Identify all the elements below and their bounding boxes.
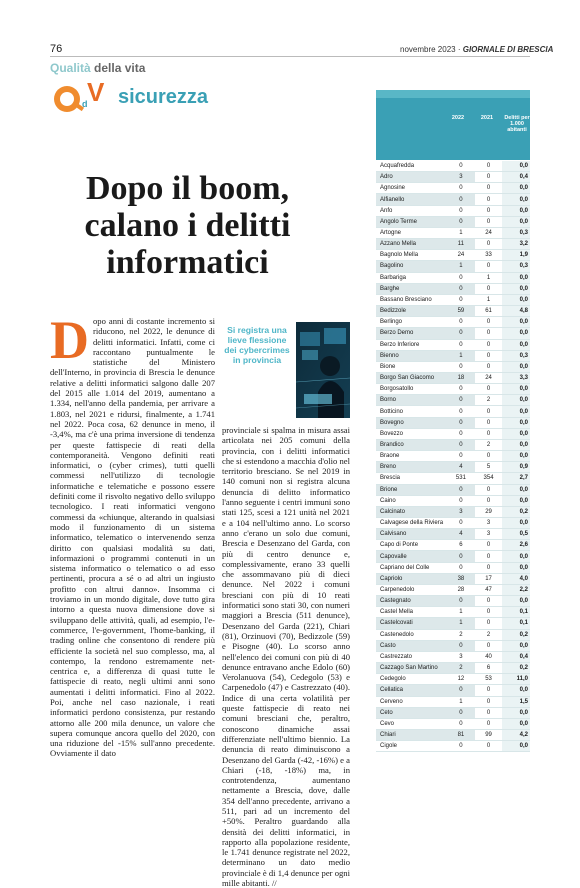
delitti-2021: 0	[486, 720, 491, 727]
delitti-2022: 0	[459, 207, 463, 214]
delitti-2022: 0	[447, 708, 475, 718]
delitti-per-1000: 0,0	[502, 384, 530, 394]
delitti-2022: 0	[447, 395, 475, 405]
column-header-2021: 2021	[480, 115, 494, 121]
delitti-2022: 4	[447, 529, 475, 539]
delitti-2021: 0	[486, 218, 491, 225]
delitti-2021: 1	[486, 296, 491, 303]
table-row	[376, 161, 530, 172]
issue-date-line	[400, 45, 553, 54]
kicker-part1: Qualità	[50, 61, 91, 75]
delitti-per-1000: 0,3	[502, 228, 530, 238]
delitti-per-1000: 0,2	[502, 663, 530, 673]
municipality-name: Botticino	[380, 408, 404, 415]
delitti-2022: 0	[459, 319, 463, 326]
delitti-per-1000: 0,4	[502, 172, 530, 182]
municipality-name: Calcinato	[376, 507, 447, 517]
delitti-per-1000: 0,9	[502, 462, 530, 472]
municipality-name: Castrezzato	[380, 653, 413, 660]
delitti-per-1000: 11,0	[502, 674, 530, 684]
table-row	[376, 563, 530, 574]
municipality-name: Capovalle	[376, 551, 447, 561]
hacker-photo	[296, 322, 350, 418]
delitti-2021: 0	[486, 386, 491, 393]
delitti-per-1000: 0,0	[502, 183, 530, 193]
table-row	[376, 194, 530, 205]
column-header-2022: 2022	[451, 115, 465, 121]
table-row	[376, 652, 530, 663]
delitti-2021: 40	[485, 653, 492, 660]
municipality-name: Cevo	[380, 720, 395, 727]
delitti-per-1000: 0,0	[502, 563, 530, 573]
table-row	[376, 618, 530, 629]
delitti-2022: 59	[447, 306, 475, 316]
table-row	[376, 585, 530, 596]
table-row	[376, 741, 530, 752]
delitti-2021: 0	[486, 542, 491, 549]
municipality-name: Anfo	[380, 207, 393, 214]
municipality-name: Brescia	[380, 475, 401, 482]
delitti-2021: 24	[485, 230, 492, 237]
delitti-per-1000: 0,0	[502, 440, 530, 450]
header-separator: ·	[457, 45, 461, 54]
municipality-name: Berlingo	[380, 319, 403, 326]
delitti-2022: 0	[447, 194, 475, 204]
table-row	[376, 607, 530, 618]
delitti-2021: 0	[486, 687, 491, 694]
table-row	[376, 518, 530, 529]
table-row	[376, 507, 530, 518]
delitti-per-1000: 1,9	[502, 250, 530, 260]
municipality-name: Cellatica	[376, 685, 447, 695]
drop-cap: D	[50, 310, 89, 370]
table-row	[376, 719, 530, 730]
delitti-2021: 0	[486, 263, 491, 270]
table-row	[376, 239, 530, 250]
delitti-per-1000: 0,0	[502, 194, 530, 204]
municipality-name: Capriolo	[376, 574, 447, 584]
delitti-per-1000: 0,4	[502, 652, 530, 662]
municipality-name: Azzano Mella	[376, 239, 447, 249]
delitti-per-1000: 0,0	[502, 485, 530, 495]
municipality-name: Bassano Bresciano	[380, 296, 432, 303]
municipality-name: Brandico	[376, 440, 447, 450]
table-row	[376, 172, 530, 183]
publication-name: GIORNALE DI BRESCIA	[462, 45, 554, 54]
municipality-name: Angolo Terme	[376, 217, 447, 227]
delitti-2021: 0	[486, 642, 491, 649]
delitti-2022: 0	[459, 720, 463, 727]
delitti-2021: 0	[486, 363, 491, 370]
table-row	[376, 317, 530, 328]
delitti-per-1000: 0,3	[502, 261, 530, 271]
table-row	[376, 351, 530, 362]
table-row	[376, 373, 530, 384]
delitti-2022: 28	[457, 587, 465, 594]
delitti-2021: 0	[486, 330, 491, 337]
delitti-2022: 0	[447, 485, 475, 495]
delitti-2021: 0	[486, 319, 491, 326]
article-text-1: opo anni di costante incremento si riducono, nel 2022, le denunce di delitti informatici. Infatti, come ci raccontano puntualmente le statistiche del Ministero dell'Interno, in provincia di Brescia le denunce relative a delitti informatici salgono dalle 207 del 2015 alle 1.014 del 2019, aumentano a 1.334, nell'anno della pandemia, per arrivare a 1.803, nel 2021 e ridursi, finalmente, a 1.741 nel 2022. Poca cosa, 62 denunce in meno, il -3,4%, ma c'è una prima inversione di tendenza per queste fattispecie di reati della contemporaneità. Vengono definiti reati informatici, o (cyber crimes), tutti quelli commessi nell'utilizzo di tecnologie informatiche e telematiche e possono essere definiti come il risvolto negativo dello sviluppo tecnologico. I reati informatici vengono commessi da «chiunque, alterando in qualsiasi modo il funzionamento di un sistema informatico, telematico o intervenendo senza diritto con qualsiasi modalità su dati, informazioni o programmi contenuti in un sistema informatico o telematico o ad esso pertinenti, procura a sé o ad altri un ingiusto profitto con altrui danno». Insomma ci troviamo in un mondo digitale, dove tutto gira intorno a questa nuova dimensione dove si sviluppano delle attività, quali, ad esempio, l'e-commerce, l'e-government, l'home-banking, il trading online che consentono di rendere più efficiente la società nel suo complesso, ma, al contempo, la rendono estremamente net-centrica e, a differenza di quasi tutte le fattispecie di reato, negli ultimi anni sono aumentati i delitti informatici. Fino al 2022. Poi, anche nel caso nazionale, i reati informatici perdono consistenza, pur restando attorno alle 200 mila denunce, un valore che supera comunque ancora quello del 2020, con una riduzione del -15% sull'anno precedente. Ovviamente il dato	[50, 316, 215, 759]
delitti-per-1000: 0,0	[502, 317, 530, 327]
table-row	[376, 674, 530, 685]
table-row	[376, 183, 530, 194]
municipality-name: Bienno	[376, 351, 447, 361]
qdv-logo-d: d	[82, 99, 88, 109]
municipality-name: Capriano del Colle	[380, 564, 430, 571]
table-row	[376, 206, 530, 217]
delitti-per-1000: 4,0	[502, 574, 530, 584]
municipality-name: Adro	[376, 172, 447, 182]
table-row	[376, 641, 530, 652]
municipality-name: Castel Mella	[380, 609, 414, 616]
delitti-per-1000: 0,0	[502, 551, 530, 561]
headline: Dopo il boom, calano i delitti informatici	[84, 170, 291, 281]
municipality-name: Capo di Ponte	[380, 542, 419, 549]
delitti-2022: 0	[459, 453, 463, 460]
table-row	[376, 328, 530, 339]
delitti-2022: 531	[455, 475, 466, 482]
delitti-2022: 1	[447, 618, 475, 628]
municipality-name: Ceto	[376, 708, 447, 718]
municipality-name: Bovegno	[376, 418, 447, 428]
delitti-per-1000: 0,0	[502, 206, 530, 216]
delitti-2022: 24	[457, 252, 465, 259]
delitti-2021: 0	[486, 453, 491, 460]
delitti-2022: 0	[447, 641, 475, 651]
table-row	[376, 429, 530, 440]
municipality-name: Calvisano	[376, 529, 447, 539]
delitti-2022: 3	[459, 653, 463, 660]
municipality-name: Borno	[376, 395, 447, 405]
header-rule	[50, 56, 530, 57]
municipality-name: Bagolino	[376, 261, 447, 271]
delitti-per-1000: 0,3	[502, 351, 530, 361]
delitti-per-1000: 2,7	[502, 473, 530, 483]
delitti-2021: 29	[485, 508, 492, 515]
municipality-name: Borgosatollo	[380, 386, 414, 393]
table-row	[376, 540, 530, 551]
delitti-2022: 0	[447, 551, 475, 561]
delitti-per-1000: 4,2	[502, 730, 530, 740]
municipality-name: Berzo Demo	[376, 328, 447, 338]
table-row	[376, 685, 530, 696]
municipality-name: Calvagese della Riviera	[380, 520, 444, 527]
delitti-per-1000: 0,0	[502, 328, 530, 338]
delitti-2021: 0	[486, 486, 491, 493]
delitti-2022: 0	[447, 440, 475, 450]
municipality-name: Artogne	[380, 230, 402, 237]
delitti-per-1000: 0,0	[502, 284, 530, 294]
delitti-2021: 0	[486, 709, 491, 716]
delitti-per-1000: 0,0	[502, 741, 530, 751]
delitti-per-1000: 2,6	[502, 540, 530, 550]
municipality-name: Cigole	[380, 743, 398, 750]
delitti-per-1000: 0,0	[502, 596, 530, 606]
table-row	[376, 418, 530, 429]
delitti-2021: 33	[485, 252, 492, 259]
municipality-name: Caino	[380, 497, 396, 504]
delitti-2021: 0	[486, 163, 491, 170]
table-row	[376, 473, 530, 484]
delitti-2022: 0	[447, 596, 475, 606]
delitti-per-1000: 0,0	[502, 295, 530, 305]
delitti-2021: 354	[483, 475, 494, 482]
delitti-2021: 0	[486, 598, 491, 605]
table-row	[376, 273, 530, 284]
delitti-per-1000: 0,0	[502, 395, 530, 405]
delitti-2021: 1	[486, 274, 491, 281]
delitti-2022: 3	[447, 172, 475, 182]
delitti-2022: 3	[447, 507, 475, 517]
column-header-rate: Delitti per 1.000 abitanti	[504, 115, 530, 133]
delitti-2021: 17	[485, 575, 492, 582]
delitti-2021: 0	[486, 352, 491, 359]
table-row	[376, 362, 530, 373]
municipality-name: Berzo Inferiore	[380, 341, 420, 348]
page-number: 76	[50, 43, 63, 55]
delitti-2022: 0	[459, 408, 463, 415]
delitti-2021: 0	[486, 430, 491, 437]
municipality-name: Chiari	[376, 730, 447, 740]
delitti-2022: 0	[459, 386, 463, 393]
municipality-name: Cazzago San Martino	[376, 663, 447, 673]
table-row	[376, 529, 530, 540]
delitti-2021: 0	[486, 553, 491, 560]
delitti-2022: 1	[459, 698, 463, 705]
municipality-name: Braone	[380, 453, 400, 460]
table-row	[376, 261, 530, 272]
municipality-name: Carpenedolo	[380, 587, 415, 594]
table-row	[376, 730, 530, 741]
delitti-2021: 0	[486, 743, 491, 750]
delitti-2022: 4	[447, 462, 475, 472]
table-header-strip	[376, 90, 530, 98]
delitti-2022: 18	[447, 373, 475, 383]
table-row	[376, 663, 530, 674]
delitti-per-1000: 0,0	[502, 518, 530, 528]
table-row	[376, 596, 530, 607]
delitti-per-1000: 0,0	[502, 496, 530, 506]
article-column-1	[50, 310, 215, 768]
delitti-per-1000: 0,0	[502, 418, 530, 428]
table-row	[376, 284, 530, 295]
delitti-per-1000: 0,2	[502, 507, 530, 517]
delitti-per-1000: 3,2	[502, 239, 530, 249]
delitti-2021: 3	[486, 520, 491, 527]
delitti-2021: 0	[486, 408, 491, 415]
table-row	[376, 406, 530, 417]
delitti-2021: 99	[485, 732, 492, 739]
delitti-2022: 0	[447, 217, 475, 227]
municipality-name: Brione	[376, 485, 447, 495]
issue-month: novembre 2023	[400, 45, 456, 54]
delitti-2021: 2	[486, 441, 491, 448]
delitti-per-1000: 0,0	[502, 217, 530, 227]
municipality-name: Acquafredda	[380, 163, 415, 170]
table-row	[376, 462, 530, 473]
municipality-name: Bedizzole	[376, 306, 447, 316]
municipality-name: Cerveno	[380, 698, 403, 705]
delitti-2022: 38	[447, 574, 475, 584]
delitti-per-1000: 0,2	[502, 630, 530, 640]
delitti-2021: 2	[486, 631, 491, 638]
municipality-name: Castegnato	[376, 596, 447, 606]
table-row	[376, 228, 530, 239]
table-row	[376, 340, 530, 351]
delitti-2021: 0	[486, 419, 491, 426]
delitti-per-1000: 0,0	[502, 273, 530, 283]
table-row	[376, 496, 530, 507]
delitti-2022: 0	[459, 363, 463, 370]
delitti-2022: 12	[457, 676, 465, 683]
delitti-2021: 47	[485, 587, 492, 594]
delitti-2022: 6	[459, 542, 463, 549]
delitti-2021: 53	[485, 676, 492, 683]
municipality-name: Casto	[376, 641, 447, 651]
delitti-2021: 6	[486, 665, 491, 672]
delitti-per-1000: 1,5	[502, 697, 530, 707]
table-row	[376, 250, 530, 261]
section-kicker	[50, 61, 145, 75]
table-row	[376, 485, 530, 496]
delitti-2021: 0	[486, 196, 491, 203]
article-column-2: provinciale si spalma in misura assai articolata nei 205 comuni della provincia, con i delitti informatici che si estendono a macchia d'olio nel territorio bresciano. Se nel 2019 in 140 comuni non si registra alcuna denuncia di delitto informatico l'anno seguente i centri immuni sono stati 125, scesi a 121 unità nel 2021 e a 104 nell'ultimo anno. Lo scorso anno c'erano un solo due comuni, Brescia e Desenzano del Garda, con più di centro denunce e, complessivamente, erano 33 quelli che assommavano più di dieci denunce. Nel 2022 i comuni bresciani con più di 10 reati informatici sono stati 30, con numeri maggiori a Brescia (511 denunce), Desenzano del Garda (221), Chiari (81), Orzinuovi (70), Bedizzole (59) e Pisogne (40). Lo scorso anno nell'elenco dei comuni con più di 40 denunce entravano anche Edolo (60) Verolanuova (54), Cedegolo (53) e Carpenedolo (47) e Castrezzato (40). Indice di una certa volatilità per queste fattispecie di reato nei comuni bresciani che, peraltro, conoscono dinamiche assai differenziate nell'ultimo biennio. La denuncia di reato diminuiscono a Desenzano del Garda (-42, -16%) e a Chiari (-18, -18%) ma, in controtendenza, aumentano nettamente a Brescia, dove, dalle 354 dell'anno precedente, arrivano a 511, pari ad un incremento del +50%. Peraltro guardando alla densità dei delitti informatici, in rapporto alla popolazione residente, le 1.741 denunce registrate nel 2022, determinano un dato medio provinciale è di 1,4 denunce per ogni mille abitanti. //	[222, 425, 350, 888]
delitti-2021: 0	[486, 241, 491, 248]
table-row	[376, 295, 530, 306]
municipality-name: Barghe	[376, 284, 447, 294]
delitti-per-1000: 0,0	[502, 641, 530, 651]
qdv-logo-q-icon	[54, 86, 80, 112]
municipality-table	[376, 161, 530, 752]
delitti-2022: 2	[447, 663, 475, 673]
table-row	[376, 217, 530, 228]
delitti-2022: 0	[459, 430, 463, 437]
delitti-2021: 0	[486, 207, 491, 214]
municipality-name: Bagnolo Mella	[380, 252, 419, 259]
delitti-2021: 61	[485, 308, 492, 315]
delitti-2021: 0	[486, 341, 491, 348]
municipality-name: Barbariga	[380, 274, 407, 281]
delitti-2022: 2	[459, 631, 463, 638]
delitti-2022: 0	[459, 341, 463, 348]
delitti-2021: 0	[486, 620, 491, 627]
municipality-name: Agnosine	[380, 185, 406, 192]
qdv-logo-v: V	[87, 77, 105, 107]
delitti-per-1000: 2,2	[502, 585, 530, 595]
delitti-per-1000: 0,0	[502, 708, 530, 718]
delitti-2021: 0	[486, 285, 491, 292]
delitti-2021: 0	[486, 174, 491, 181]
delitti-per-1000: 0,1	[502, 618, 530, 628]
table-row	[376, 697, 530, 708]
delitti-per-1000: 0,0	[502, 719, 530, 729]
delitti-per-1000: 4,8	[502, 306, 530, 316]
table-row	[376, 574, 530, 585]
table-row	[376, 451, 530, 462]
municipality-name: Bione	[380, 363, 396, 370]
delitti-per-1000: 0,0	[502, 685, 530, 695]
delitti-2022: 0	[459, 163, 463, 170]
municipality-name: Castenedolo	[380, 631, 414, 638]
table-row	[376, 384, 530, 395]
delitti-2021: 3	[486, 531, 491, 538]
delitti-2022: 0	[447, 284, 475, 294]
municipality-name: Alfianello	[376, 194, 447, 204]
delitti-per-1000: 3,3	[502, 373, 530, 383]
delitti-2021: 0	[486, 564, 491, 571]
delitti-per-1000: 0,0	[502, 406, 530, 416]
delitti-2022: 0	[459, 296, 463, 303]
section-title: sicurezza	[118, 86, 209, 108]
delitti-2022: 0	[459, 743, 463, 750]
table-row	[376, 306, 530, 317]
delitti-per-1000: 0,0	[502, 451, 530, 461]
municipality-name: Cedegolo	[380, 676, 406, 683]
table-row	[376, 440, 530, 451]
delitti-2021: 2	[486, 397, 491, 404]
delitti-2021: 5	[486, 464, 491, 471]
hacker-illustration-icon	[296, 322, 350, 418]
table-row	[376, 551, 530, 562]
delitti-per-1000: 0,5	[502, 529, 530, 539]
delitti-2022: 11	[447, 239, 475, 249]
delitti-per-1000: 0,0	[502, 340, 530, 350]
delitti-per-1000: 0,0	[502, 429, 530, 439]
table-row	[376, 708, 530, 719]
pull-quote: Si registra una lieve flessione dei cybercrimes in provincia	[224, 325, 290, 365]
table-row	[376, 630, 530, 641]
delitti-2022: 1	[459, 230, 463, 237]
delitti-2021: 0	[486, 609, 491, 616]
municipality-name: Borgo San Giacomo	[376, 373, 447, 383]
delitti-2021: 0	[486, 698, 491, 705]
municipality-name: Breno	[376, 462, 447, 472]
delitti-2022: 1	[447, 261, 475, 271]
delitti-2022: 0	[447, 418, 475, 428]
delitti-2022: 0	[447, 328, 475, 338]
municipality-name: Castelcovati	[376, 618, 447, 628]
delitti-per-1000: 0,1	[502, 607, 530, 617]
delitti-2022: 0	[459, 274, 463, 281]
delitti-2022: 81	[447, 730, 475, 740]
delitti-2021: 0	[486, 185, 491, 192]
delitti-2022: 1	[447, 351, 475, 361]
kicker-part2: della vita	[94, 61, 146, 75]
delitti-2022: 1	[459, 609, 463, 616]
delitti-per-1000: 0,0	[502, 161, 530, 171]
delitti-2022: 0	[447, 685, 475, 695]
delitti-2022: 0	[459, 564, 463, 571]
table-row	[376, 395, 530, 406]
municipality-name: Bovezzo	[380, 430, 404, 437]
delitti-2021: 0	[486, 497, 491, 504]
delitti-per-1000: 0,0	[502, 362, 530, 372]
delitti-2021: 24	[485, 375, 492, 382]
delitti-2022: 0	[459, 520, 463, 527]
delitti-2022: 0	[459, 185, 463, 192]
delitti-2022: 0	[459, 497, 463, 504]
